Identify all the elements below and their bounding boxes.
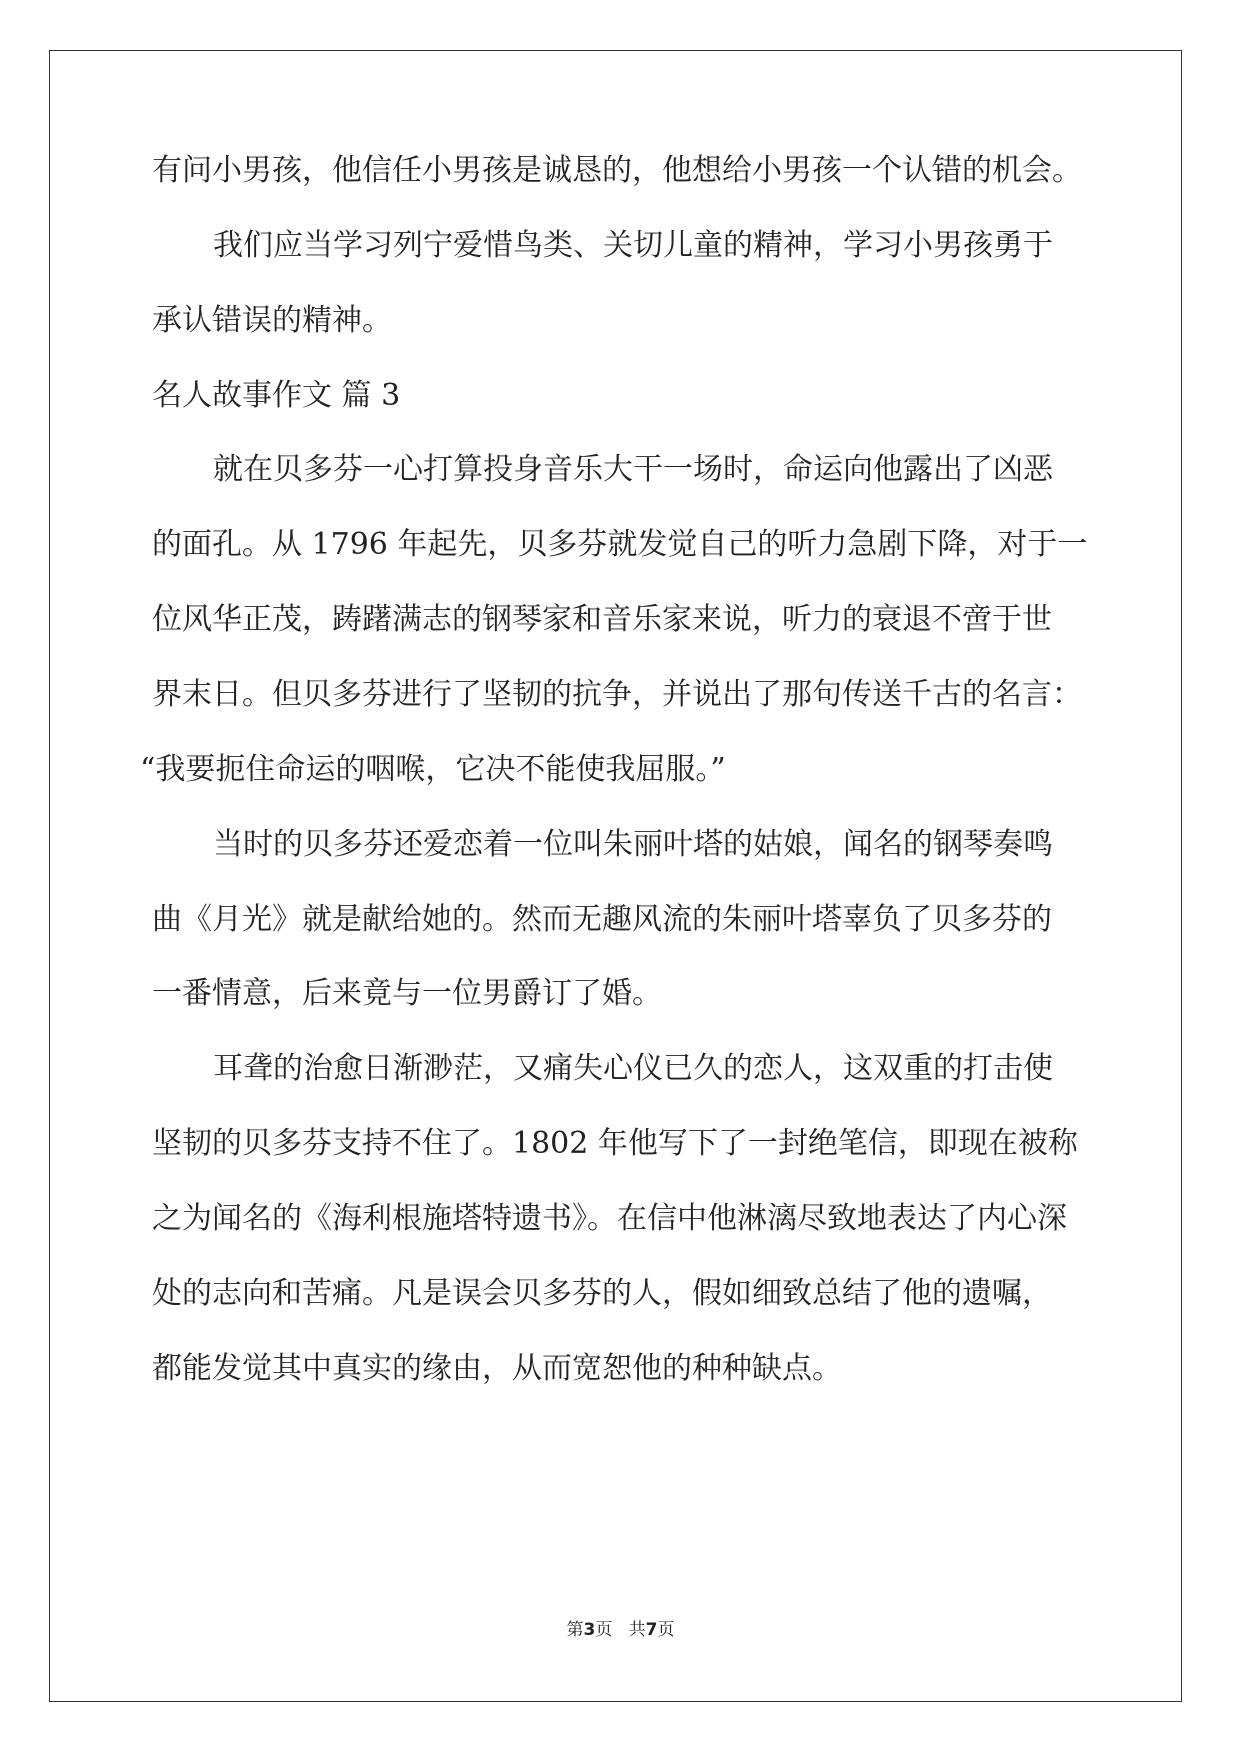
section-heading: 名人故事作文 篇 3	[152, 378, 401, 413]
quote-line: “我要扼住命运的咽喉，它决不能使我屈服。”	[140, 752, 726, 787]
body-line: 承认错误的精神。	[152, 303, 392, 338]
footer-suffix: 页	[657, 1620, 675, 1640]
paragraph-start-line: 当时的贝多芬还爱恋着一位叫朱丽叶塔的姑娘，闻名的钢琴奏鸣	[213, 827, 1053, 862]
body-line: 之为闻名的《海利根施塔特遗书》。在信中他淋漓尽致地表达了内心深	[152, 1201, 1067, 1236]
paragraph-start-line: 就在贝多芬一心打算投身音乐大干一场时，命运向他露出了凶恶	[213, 452, 1053, 487]
page-number-footer	[0, 1618, 1241, 1642]
body-line: 坚韧的贝多芬支持不住了。1802 年他写下了一封绝笔信，即现在被称	[152, 1126, 1078, 1161]
paragraph-start-line: 我们应当学习列宁爱惜鸟类、关切儿童的精神，学习小男孩勇于	[213, 228, 1053, 263]
footer-middle: 页 共	[595, 1620, 646, 1640]
page-border	[49, 50, 1182, 1702]
body-line: 位风华正茂，踌躇满志的钢琴家和音乐家来说，听力的衰退不啻于世	[152, 602, 1052, 637]
footer-prefix: 第	[566, 1620, 584, 1640]
body-line: 都能发觉其中真实的缘由，从而宽恕他的种种缺点。	[152, 1351, 842, 1386]
current-page-number: 3	[583, 1620, 596, 1640]
body-line: 界末日。但贝多芬进行了坚韧的抗争，并说出了那句传送千古的名言：	[152, 677, 1082, 712]
paragraph-start-line: 耳聋的治愈日渐渺茫，又痛失心仪已久的恋人，这双重的打击使	[213, 1051, 1053, 1086]
body-line: 曲《月光》就是献给她的。然而无趣风流的朱丽叶塔辜负了贝多芬的	[152, 902, 1052, 937]
total-page-number: 7	[645, 1620, 658, 1640]
body-line: 处的志向和苦痛。凡是误会贝多芬的人，假如细致总结了他的遗嘱，	[152, 1276, 1052, 1311]
body-line: 的面孔。从 1796 年起先，贝多芬就发觉自己的听力急剧下降，对于一	[152, 527, 1088, 562]
body-line: 有问小男孩，他信任小男孩是诚恳的，他想给小男孩一个认错的机会。	[152, 153, 1082, 188]
body-line: 一番情意，后来竟与一位男爵订了婚。	[152, 976, 662, 1011]
